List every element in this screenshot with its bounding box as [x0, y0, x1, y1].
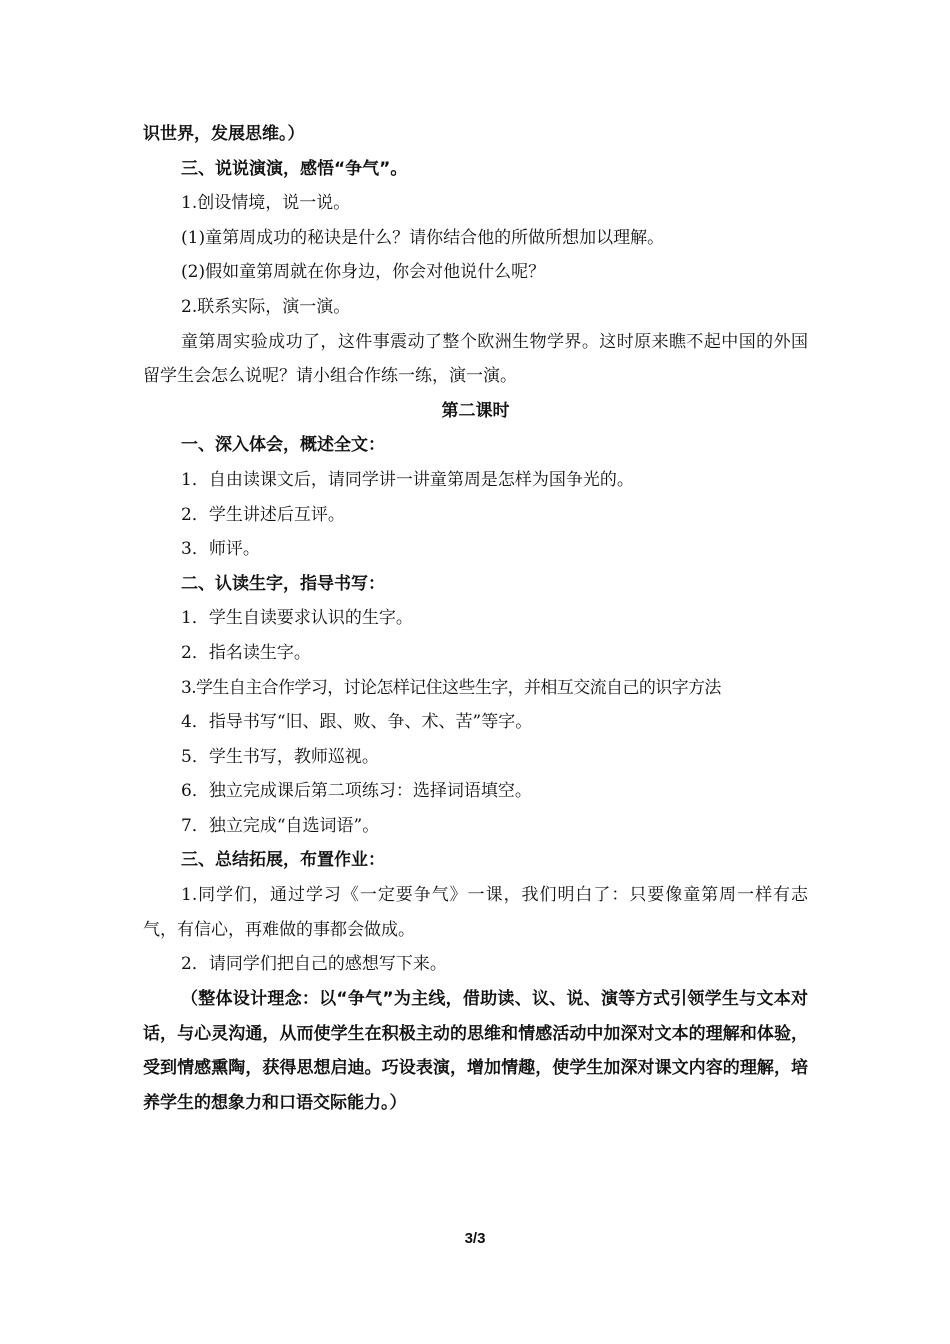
text-line: 3.学生自主合作学习，讨论怎样记住这些生字，并相互交流自己的识字方法	[181, 677, 721, 698]
text-line: 2．指名读生字。	[181, 642, 311, 663]
section-heading: 三、总结拓展，布置作业：	[181, 850, 385, 871]
text-line: 7．独立完成“自选词语”。	[181, 815, 380, 836]
section-heading: 三、说说演演，感悟“争气”。	[181, 158, 408, 179]
text-line: 3．师评。	[181, 539, 260, 560]
text-line: (2)假如童第周就在你身边，你会对他说什么呢？	[181, 262, 546, 283]
text-line: 4．指导书写“旧、跟、败、争、术、苦”等字。	[181, 712, 533, 733]
text-paragraph: 童第周实验成功了，这件事震动了整个欧洲生物学界。这时原来瞧不起中国的外国留学生会怎么说呢？请小组合作练一练，演一演。	[143, 331, 808, 387]
text-line: 6．独立完成课后第二项练习：选择词语填空。	[181, 781, 532, 802]
page-number: 3/3	[464, 1230, 486, 1247]
text-line: 2．学生讲述后互评。	[181, 504, 345, 525]
text-line: 2．请同学们把自己的感想写下来。	[181, 954, 447, 975]
text-line: 识世界，发展思维。）	[143, 124, 305, 144]
text-line: 1.创设情境，说一说。	[181, 193, 351, 214]
text-line: 5．学生书写，教师巡视。	[181, 746, 379, 767]
text-line: 2.联系实际，演一演。	[181, 296, 351, 317]
text-line: (1)童第周成功的秘诀是什么？请你结合他的所做所想加以理解。	[181, 227, 665, 248]
section-heading: 一、深入体会，概述全文：	[181, 435, 385, 456]
design-concept-note: （整体设计理念：以“争气”为主线，借助读、议、说、演等方式引领学生与文本对话，与心灵沟通，从而使学生在积极主动的思维和情感活动中加深对文本的理解和体验，受到情感熏陶，获得思想启迪。巧设表演，增加情趣，使学生加深对课文内容的理解，培养学生的想象力和口语交际能力。）	[143, 988, 808, 1114]
text-paragraph: 1.同学们，通过学习《一定要争气》一课，我们明白了：只要像童第周一样有志气，有信心，再难做的事都会做成。	[143, 885, 808, 940]
text-line: 1．学生自读要求认识的生字。	[181, 608, 413, 629]
text-line: 1．自由读课文后，请同学讲一讲童第周是怎样为国争光的。	[181, 469, 634, 490]
section-heading: 二、认读生字，指导书写：	[181, 573, 385, 594]
lesson-title: 第二课时	[441, 400, 510, 421]
document-body	[143, 117, 808, 1121]
